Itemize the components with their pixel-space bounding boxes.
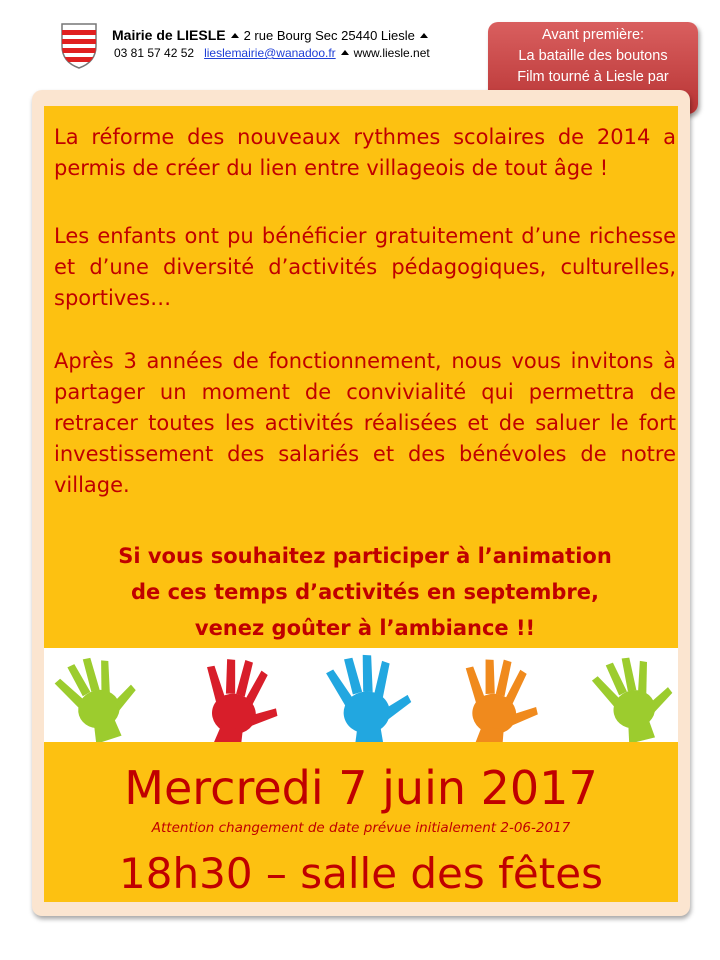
- handprints-band: [44, 648, 678, 742]
- mairie-address: 2 rue Bourg Sec 25440 Liesle: [243, 28, 415, 43]
- liesle-coat-of-arms-icon: [60, 22, 98, 70]
- header-contact-line: [114, 46, 430, 60]
- event-date: Mercredi 7 juin 2017: [124, 761, 598, 815]
- callout-line: de ces temps d’activités en septembre,: [131, 580, 599, 604]
- callout-line: Si vous souhaitez participer à l’animation: [118, 544, 612, 568]
- blue-handprint-icon: [325, 652, 414, 742]
- paragraph-invitation: Après 3 années de fonctionnement, nous vous invitons à partager un moment de convivialité qui permettra de retracer toutes les activités réalisées et de saluer le fort investissement des salariés et des bénévoles de notre village.: [54, 349, 676, 497]
- mairie-phone: 03 81 57 42 52: [114, 46, 195, 60]
- badge-line: Film tourné à Liesle par: [517, 69, 669, 85]
- mairie-name: Mairie de LIESLE: [112, 27, 226, 43]
- green-handprint-left-icon: [50, 648, 148, 742]
- participation-callout: [54, 538, 676, 646]
- paragraph-children: Les enfants ont pu bénéficier gratuitement d’une richesse et d’une diversité d’activités pédagogiques, culturelles, sportives…: [54, 224, 676, 310]
- paragraph-reform: La réforme des nouveaux rythmes scolaires de 2014 a permis de créer du lien entre villageois de tout âge !: [54, 125, 676, 180]
- badge-line: La bataille des boutons: [518, 48, 668, 64]
- triangle-separator-icon: [231, 33, 239, 38]
- event-time-place: 18h30 – salle des fêtes: [119, 849, 603, 898]
- red-handprint-icon: [192, 652, 288, 742]
- header-address-line: [112, 27, 433, 43]
- green-handprint-right-icon: [588, 649, 678, 742]
- callout-line: venez goûter à l’ambiance !!: [194, 616, 536, 640]
- mairie-website: www.liesle.net: [353, 46, 430, 60]
- orange-handprint-icon: [453, 653, 546, 742]
- date-change-note: Attention changement de date prévue initialement 2-06-2017: [151, 820, 571, 836]
- triangle-separator-icon: [341, 50, 349, 55]
- mairie-email-link[interactable]: lieslemairie@wanadoo.fr: [204, 46, 336, 60]
- triangle-separator-icon: [420, 33, 428, 38]
- handprints-illustration: [44, 648, 678, 742]
- badge-line: Avant première:: [541, 27, 645, 43]
